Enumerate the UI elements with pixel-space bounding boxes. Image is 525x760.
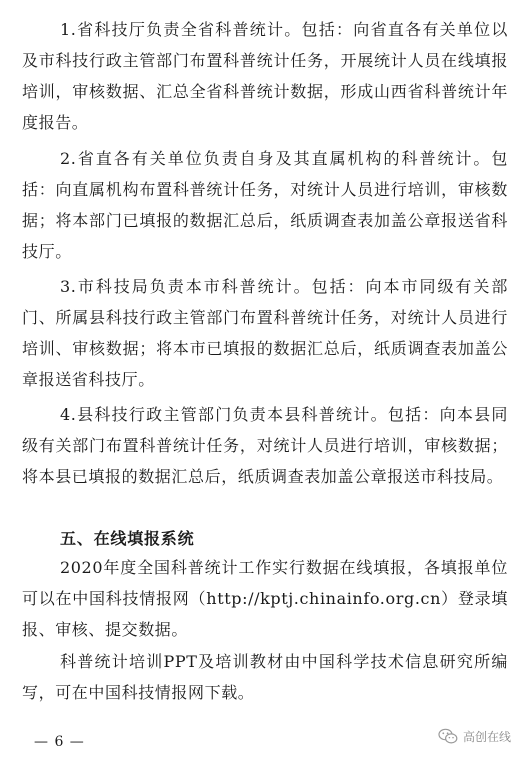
watermark (438, 728, 511, 745)
paragraph-county-department: 4.县科技行政主管部门负责本县科普统计。包括：向本县同级有关部门布置科普统计任务，对统计人员进行培训，审核数据；将本县已填报的数据汇总后，纸质调查表加盖公章报送市科技局。 (22, 405, 508, 486)
paragraph-provincial-bureau: 1.省科技厅负责全省科普统计。包括：向省直各有关单位以及市科技行政主管部门布置科普统计任务，开展统计人员在线填报培训，审核数据、汇总全省科普统计数据，形成山西省科普统计年度报告。 (22, 20, 508, 132)
wechat-icon (438, 728, 458, 745)
paragraph-city-bureau: 3.市科技局负责本市科普统计。包括：向本市同级有关部门、所属县科技行政主管部门布置科普统计任务，对统计人员进行培训、审核数据；将本市已填报的数据汇总后，纸质调查表加盖公章报送省科技厅。 (22, 277, 508, 389)
paragraph-online-reporting: 2020年度全国科普统计工作实行数据在线填报，各填报单位可以在中国科技情报网（http://kptj.chinainfo.org.cn）登录填报、审核、提交数据。 (22, 558, 508, 639)
page-number: — 6 — (34, 734, 85, 750)
paragraph-provincial-units: 2.省直各有关单位负责自身及其直属机构的科普统计。包括：向直属机构布置科普统计任务，对统计人员进行培训，审核数据；将本部门已填报的数据汇总后，纸质调查表加盖公章报送省科技厅。 (22, 149, 508, 261)
section-heading-online-system: 五、在线填报系统 (60, 529, 195, 548)
watermark-text: 高创在线 (462, 729, 511, 744)
paragraph-training-materials: 科普统计培训PPT及培训教材由中国科学技术信息研究所编写，可在中国科技情报网下载。 (22, 652, 508, 702)
